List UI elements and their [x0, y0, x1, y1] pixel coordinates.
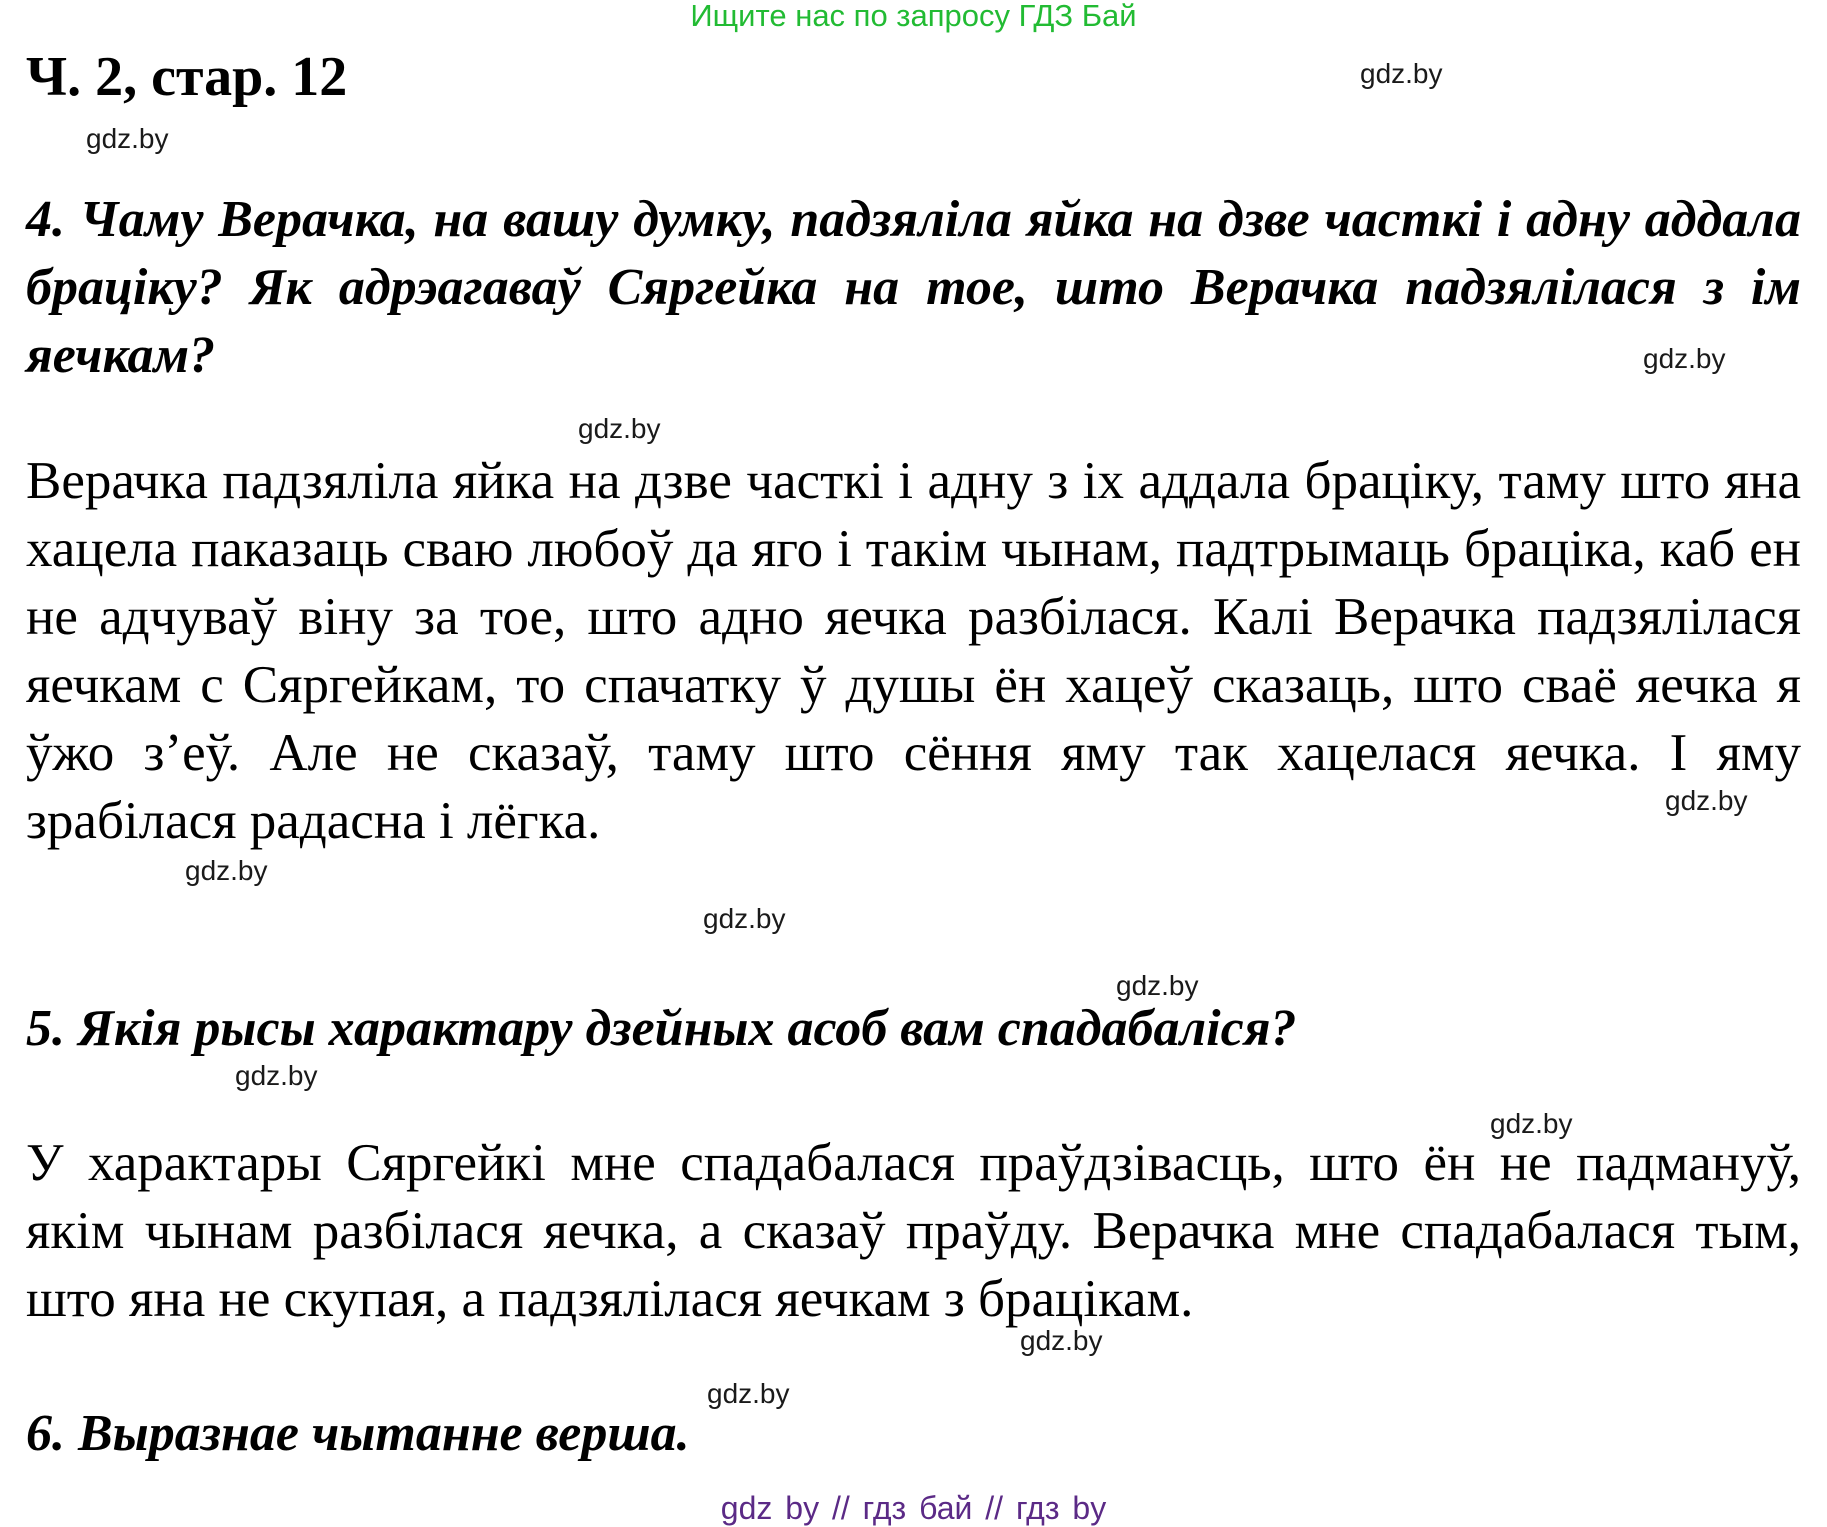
watermark: gdz.by	[185, 855, 268, 886]
watermark: gdz.by	[578, 413, 661, 444]
watermark: gdz.by	[1643, 343, 1726, 374]
watermark: gdz.by	[707, 1378, 790, 1409]
answer-4: Верачка падзяліла яйка на дзве часткі і адну з іх аддала брацiку, таму што яна хацела паказаць сваю любоў да яго і такім чынам, падтрымаць брацiка, каб ен не адчуваў віну за тое, што адно яечка разбілася. Калі Верачка падзялілася яечкам с Сяргейкам, то спачатку ў душы ён хацеў сказаць, што сваё яечка я ўжо з’еў. Але не сказаў, таму што сёння яму так хацелася яечка. І яму зрабілася радасна і лёгка.	[26, 452, 1801, 850]
footer-links: gdz by // гдз бай // гдз by	[720, 1490, 1107, 1526]
watermark: gdz.by	[1490, 1108, 1573, 1139]
watermark: gdz.by	[235, 1060, 318, 1091]
watermark: gdz.by	[1020, 1325, 1103, 1356]
question-5: 5. Якія рысы характару дзейных асоб вам спадабаліся?	[26, 1000, 1297, 1057]
watermark: gdz.by	[86, 123, 169, 154]
question-4: 4. Чаму Верачка, на вашу думку, падзяліла яйка на дзве часткі і адну аддала брацiку? Як адрэагаваў Сяргейка на тое, што Верачка падзялілася з ім яечкам?	[26, 191, 1801, 384]
watermark: gdz.by	[1360, 58, 1443, 89]
question-6: 6. Выразнае чытанне верша.	[26, 1405, 690, 1462]
watermark: gdz.by	[1116, 970, 1199, 1001]
watermark: gdz.by	[703, 903, 786, 934]
top-banner: Ищите нас по запросу ГДЗ Бай	[690, 0, 1137, 33]
page-heading: Ч. 2, стар. 12	[26, 46, 348, 108]
answer-5: У характары Сяргейкі мне спадабалася праўдзівасць, што ён не падмануў, якім чынам разбілася яечка, а сказаў праўду. Верачка мне спадабалася тым, што яна не скупая, а падзялілася яечкам з брацiкам.	[26, 1134, 1801, 1328]
watermark: gdz.by	[1665, 785, 1748, 816]
